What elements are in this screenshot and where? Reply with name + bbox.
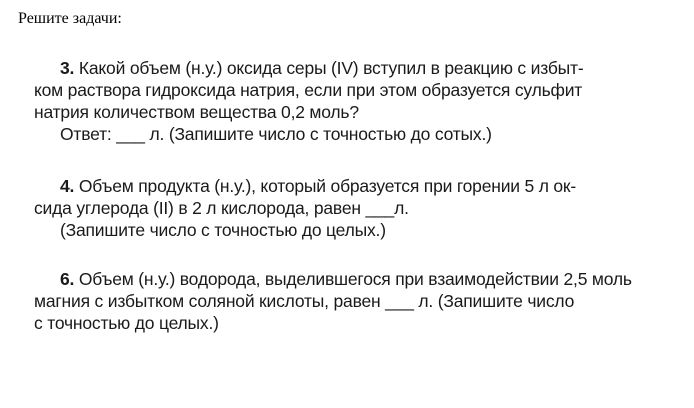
task-line [60, 175, 670, 197]
page-heading: Решите задачи: [18, 10, 122, 27]
task-line: сида углерода (II) в 2 л кислорода, равен ___л. [34, 198, 409, 218]
task-text: Объем (н.у.) водорода, выделившегося при взаимодействии 2,5 моль [74, 269, 632, 289]
task-line [60, 57, 670, 79]
task-text: Объем продукта (н.у.), который образуется при горении 5 л ок- [74, 176, 577, 196]
task-6 [34, 268, 670, 334]
answer-line: Ответ: ___ л. (Запишите число с точностью до сотых.) [60, 124, 492, 144]
task-note: (Запишите число с точностью до целых.) [60, 220, 386, 240]
task-number: 3. [60, 58, 75, 78]
task-4 [34, 175, 670, 241]
task-line: ком раствора гидроксида натрия, если при этом образуется сульфит [34, 80, 583, 100]
task-line: магния с избытком соляной кислоты, равен ___ л. (Запишите число [34, 291, 575, 311]
task-number: 4. [60, 176, 75, 196]
task-text: Какой объем (н.у.) оксида серы (IV) вступил в реакцию с избыт- [74, 58, 584, 78]
task-line [60, 268, 670, 290]
task-line: натрия количеством вещества 0,2 моль? [34, 102, 359, 122]
task-3 [34, 57, 670, 145]
task-number: 6. [60, 269, 75, 289]
task-line: с точностью до целых.) [34, 313, 219, 333]
